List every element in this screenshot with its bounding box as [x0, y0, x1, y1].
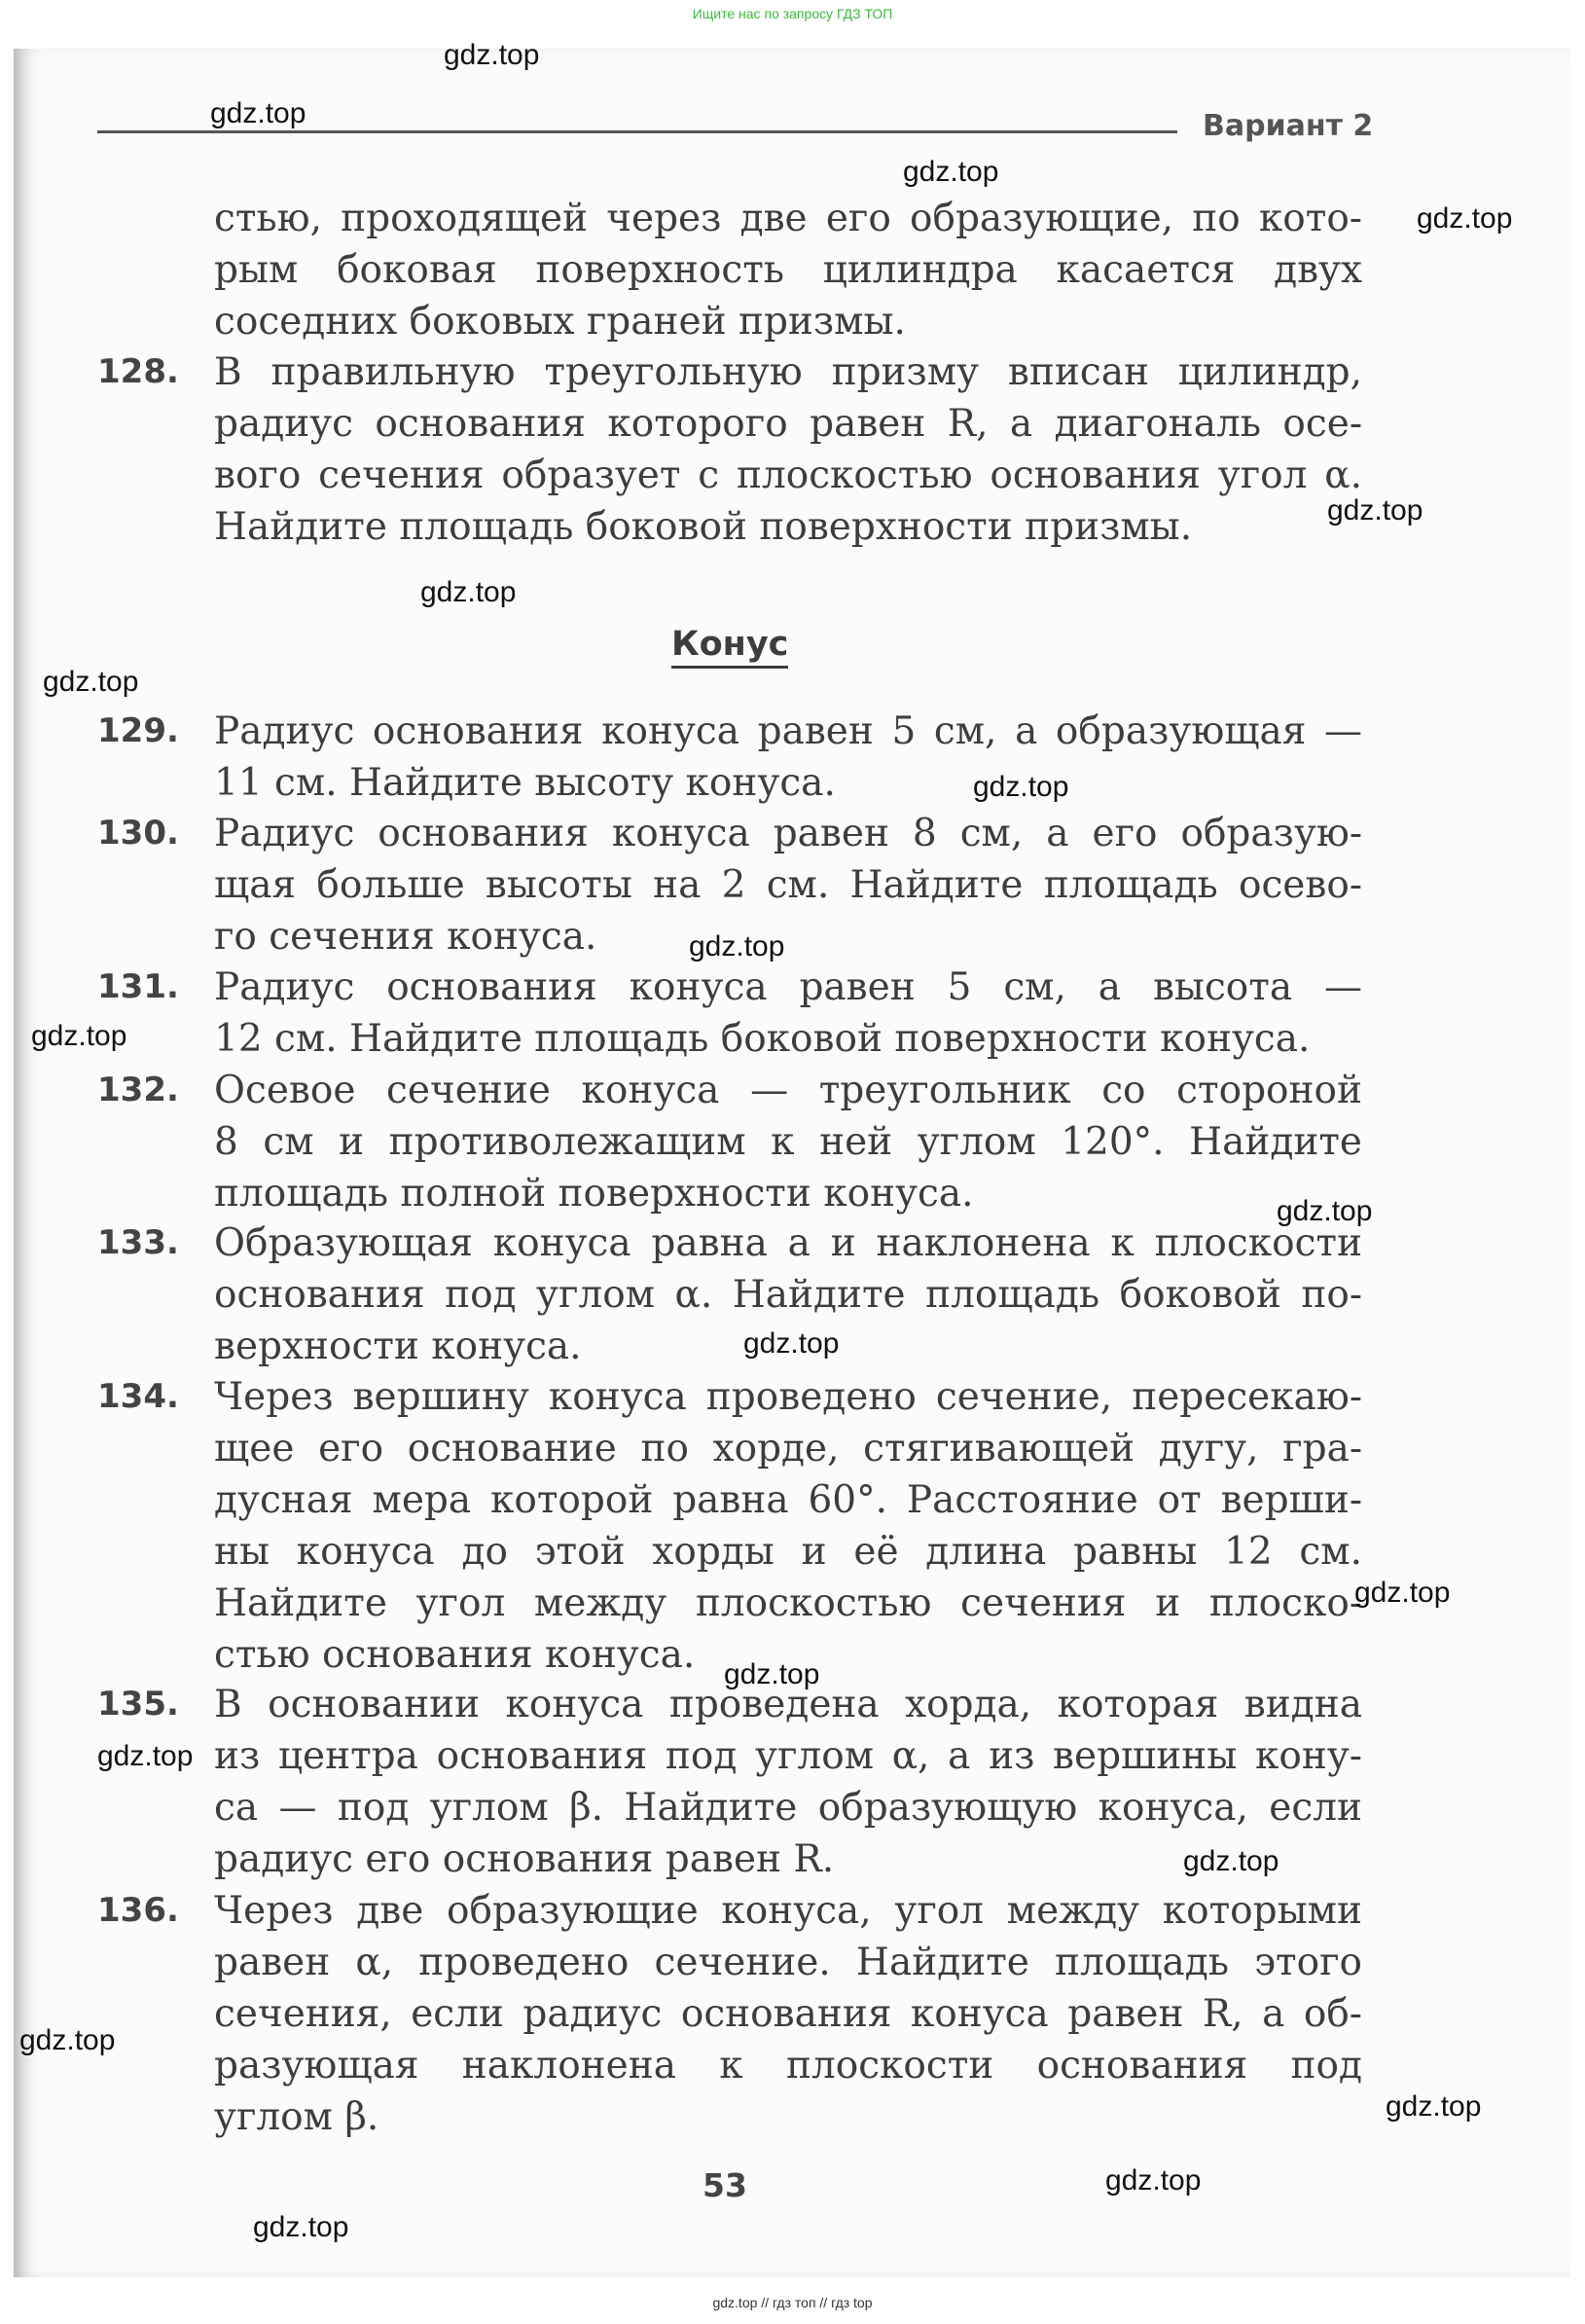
text-line: рым боковая поверхность цилиндра касается двух: [214, 248, 1362, 292]
problem-number: 129.: [97, 711, 179, 750]
text-line: Через вершину конуса проведено сечение, пересекаю-: [214, 1375, 1362, 1419]
watermark: gdz.top: [210, 97, 306, 129]
text-line: равен α, проведено сечение. Найдите площадь этого: [214, 1941, 1362, 1984]
problem-text: [214, 346, 1362, 553]
text-line: углом β.: [214, 2095, 379, 2139]
watermark: gdz.top: [97, 1740, 194, 1772]
text-line: Радиус основания конуса равен 5 см, а высота —: [214, 965, 1362, 1009]
watermark: gdz.top: [253, 2211, 349, 2243]
problem-number: 131.: [97, 967, 179, 1006]
variant-header: Вариант 2: [1203, 109, 1374, 143]
header-rule: [97, 130, 1177, 133]
text-line: В правильную треугольную призму вписан цилиндр,: [214, 350, 1362, 394]
problem-number: 134.: [97, 1377, 179, 1416]
text-line: Через две образующие конуса, угол между которыми: [214, 1889, 1362, 1933]
bottom-banner: gdz.top // гдз топ // гдз top: [712, 2295, 873, 2310]
text-line: вого сечения образует с плоскостью основания угол α.: [214, 454, 1362, 497]
watermark: gdz.top: [1354, 1577, 1451, 1609]
text-line: верхности конуса.: [214, 1325, 582, 1368]
watermark: gdz.top: [1386, 2090, 1482, 2123]
text-line: са — под углом β. Найдите образующую конуса, если: [214, 1786, 1362, 1830]
text-line: основания под углом α. Найдите площадь боковой по-: [214, 1273, 1362, 1317]
text-line: ны конуса до этой хорды и её длина равны 12 см.: [214, 1530, 1362, 1574]
text-line: 12 см. Найдите площадь боковой поверхности конуса.: [214, 1017, 1311, 1061]
watermark: gdz.top: [444, 39, 540, 71]
problem-number: 133.: [97, 1223, 179, 1262]
watermark: gdz.top: [903, 156, 999, 188]
problem-number: 136.: [97, 1891, 179, 1930]
text-line: Образующая конуса равна a и наклонена к плоскости: [214, 1221, 1362, 1265]
watermark: gdz.top: [19, 2024, 116, 2056]
text-line: В основании конуса проведена хорда, которая видна: [214, 1683, 1362, 1726]
text-line: Осевое сечение конуса — треугольник со стороной: [214, 1069, 1362, 1112]
text-line: площадь полной поверхности конуса.: [214, 1172, 974, 1216]
text-line: 11 см. Найдите высоту конуса.: [214, 761, 836, 805]
problem-text: [214, 706, 1362, 809]
problem-text: [214, 1371, 1362, 1681]
problem-number: 130.: [97, 814, 179, 853]
problem-text: [214, 1065, 1362, 1219]
text-line: го сечения конуса.: [214, 915, 597, 959]
top-banner: Ищите нас по запросу ГДЗ ТОП: [692, 6, 893, 21]
watermark: gdz.top: [420, 576, 517, 608]
text-line: щая больше высоты на 2 см. Найдите площадь осево-: [214, 863, 1362, 907]
watermark: gdz.top: [1417, 202, 1513, 235]
section-title: Конус: [671, 623, 788, 669]
problem-number: 128.: [97, 352, 179, 391]
watermark: gdz.top: [724, 1658, 820, 1690]
problem-number: 132.: [97, 1071, 179, 1109]
text-line: стью, проходящей через две его образующие, по кото-: [214, 197, 1362, 240]
problem-number: 135.: [97, 1685, 179, 1724]
watermark: gdz.top: [689, 930, 785, 962]
watermark: gdz.top: [743, 1327, 840, 1360]
problem-text: [214, 1885, 1362, 2143]
text-line: Найдите площадь боковой поверхности призмы.: [214, 505, 1193, 549]
text-line: Найдите угол между плоскостью сечения и плоско-: [214, 1581, 1362, 1625]
text-line: щее его основание по хорде, стягивающей дугу, гра-: [214, 1427, 1362, 1471]
text-line: радиус основания которого равен R, а диагональ осе-: [214, 402, 1362, 446]
text-line: соседних боковых граней призмы.: [214, 300, 906, 344]
watermark: gdz.top: [1277, 1195, 1373, 1227]
watermark: gdz.top: [43, 666, 139, 698]
problem-text: [214, 962, 1362, 1065]
text-line: сечения, если радиус основания конуса равен R, а об-: [214, 1992, 1362, 2036]
continuation-text: [214, 193, 1362, 347]
text-line: из центра основания под углом α, а из вершины кону-: [214, 1734, 1362, 1778]
watermark: gdz.top: [1183, 1845, 1279, 1877]
text-line: 8 см и противолежащим к ней углом 120°. Найдите: [214, 1120, 1362, 1164]
watermark: gdz.top: [973, 771, 1069, 803]
page-number: 53: [702, 2166, 747, 2204]
text-line: Радиус основания конуса равен 8 см, а его образую-: [214, 812, 1362, 855]
watermark: gdz.top: [31, 1020, 127, 1052]
text-line: Радиус основания конуса равен 5 см, а образующая —: [214, 709, 1362, 753]
text-line: дусная мера которой равна 60°. Расстояние от верши-: [214, 1478, 1362, 1522]
watermark: gdz.top: [1105, 2164, 1202, 2197]
text-line: разующая наклонена к плоскости основания под: [214, 2044, 1362, 2088]
watermark: gdz.top: [1327, 494, 1423, 527]
text-line: радиус его основания равен R.: [214, 1837, 835, 1881]
text-line: стью основания конуса.: [214, 1633, 696, 1677]
problem-text: [214, 808, 1362, 962]
